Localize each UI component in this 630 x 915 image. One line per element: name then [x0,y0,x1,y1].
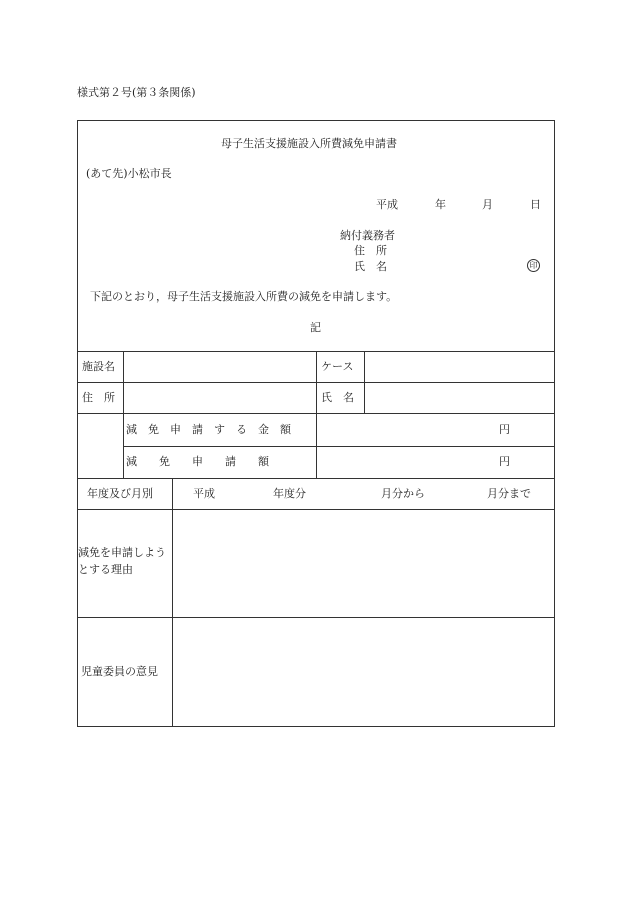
date-day: 日 [530,198,541,211]
period-era: 平成 [193,487,215,500]
request-statement: 下記のとおり，母子生活支援施設入所費の減免を申請します。 [90,290,398,303]
form-number: 様式第２号(第３条関係) [77,86,196,99]
date-month: 月 [482,198,493,211]
request-amount-unit: 円 [499,455,510,468]
facility-label: 施設名 [82,360,115,373]
request-amount-label: 減 免 申 請 額 [126,455,269,468]
seal-mark: 印 [527,259,540,272]
name-label: 氏 名 [321,391,354,404]
period-to: 月分まで [487,487,531,500]
period-label: 年度及び月別 [87,487,153,500]
applicant-heading: 納付義務者 [340,229,395,242]
table-line [123,351,124,478]
table-line [77,478,555,479]
applicant-address-label: 住 所 [354,244,387,257]
period-from: 月分から [381,487,425,500]
applicant-name-label: 氏 名 [354,260,387,273]
date-year: 年 [435,198,446,211]
table-line [364,351,365,413]
table-line [77,509,555,510]
addressee: (あて先)小松市長 [86,167,172,180]
table-line [172,478,173,727]
reduction-amount-label: 減 免 申 請 す る 金 額 [126,423,291,436]
address-label: 住 所 [82,391,115,404]
table-line [123,446,555,447]
ki-heading: 記 [310,321,321,334]
table-line [316,351,317,478]
reduction-amount-unit: 円 [499,423,510,436]
date-era: 平成 [376,198,398,211]
reason-label: 減免を申請しようとする理由 [78,546,166,576]
period-fiscal: 年度分 [273,487,306,500]
table-line [77,617,555,618]
commissioner-opinion-label: 児童委員の意見 [81,665,158,678]
case-label: ケース [321,360,354,373]
form-title: 母子生活支援施設入所費減免申請書 [221,137,397,150]
